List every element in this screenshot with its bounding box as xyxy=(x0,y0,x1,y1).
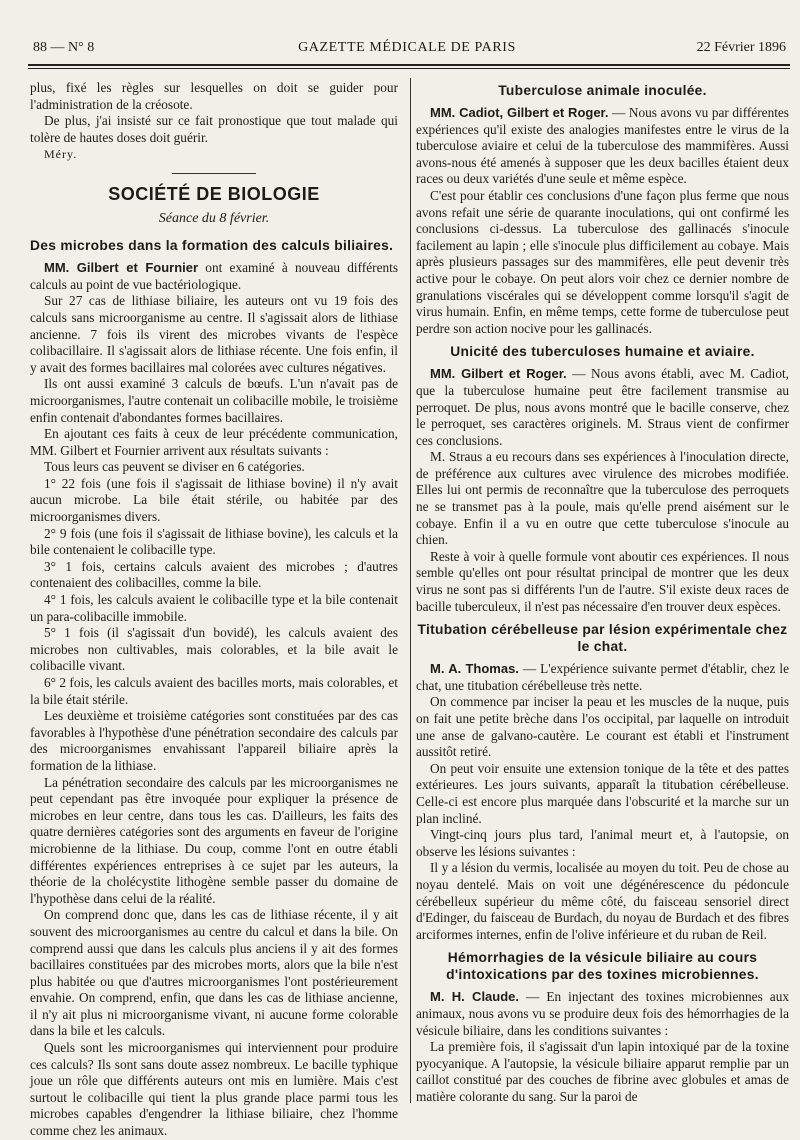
paragraph xyxy=(416,661,789,694)
paragraph: Tous leurs cas peuvent se diviser en 6 catégories. xyxy=(44,459,305,475)
header-rule-thin xyxy=(28,68,790,69)
session-date: Séance du 8 février. xyxy=(158,210,270,226)
paragraph xyxy=(416,989,789,1039)
author-names: M. H. Claude. xyxy=(430,989,520,1005)
page-header xyxy=(28,38,786,60)
paragraph: Ils ont aussi examiné 3 calculs de bœufs. L'un n'avait pas de microorganismes, l'autre contenait un colibacille mobile, le troisième enfin contenait d'abondantes formes bacillaires. xyxy=(30,376,398,425)
paragraph-text: — Nous avons vu par différentes expériences qu'il existe des analogies manifestes entre le virus de la tuberculose aviaire et celui de la tuberculose des mammifères. Aussi avons-nous été amenés à supposer que les deux bacilles étaient deux races ou deux variétés d'une seule et même espèce. xyxy=(416,105,789,187)
category-item: 3° 1 fois, certains calculs avaient des microbes ; d'autres contenaient des colibacilles, comme la bile. xyxy=(30,558,398,591)
page-number: 88 — N° 8 xyxy=(33,40,95,55)
paragraph: On peut voir ensuite une extension tonique de la tête et des pattes extérieures. Les jours suivants, apparaît la titubation cérébelleuse. Celle-ci est encore plus marquée dans l'obscurité et la marche sur un plan incliné. xyxy=(416,760,789,826)
paragraph: M. Straus a eu recours dans ses expériences à l'inoculation directe, de préférence aux cultures avec virulence des microbes modifiée. Elles lui ont permis de reconnaître que la tuberculose des perroquets ne se transmet pas à la poule, mais qu'elle prend aisément sur le cobaye. Enfin il a vu en outre que cette tuberculose s'inocule au chien. xyxy=(416,449,789,548)
paragraph: Il y a lésion du vermis, localisée au moyen du toit. Peu de chose au noyau dentelé. Mais on voit une dégénérescence du pédoncule cérébelleux supérieur du même côté, du faisceau sensoriel direct d'Edinger, du faisceau de Burdach, du noyau de Burdach et des fibres arciformes internes, enfin de l'olive inférieure et du ruban de Reil. xyxy=(416,860,789,942)
paragraph-text: — L'expérience suivante permet d'établir, chez le chat, une titubation cérébelleuse très nette. xyxy=(416,661,790,693)
paragraph: On comprend donc que, dans les cas de lithiase récente, il y ait souvent des microorganismes au centre du calcul et dans la bile. On comprend aussi que dans les calculs plus anciens il y ait des formes bacillaires constituées par des microbes morts, alors que la bile n'est plus habitée ou que d'autres microorganismes l'ont postérieurement envahie. On comprend, enfin, que dans les cas de lithiase ancienne, il n'y ait plus ni microorganisme vivant, ni aucune forme colorable dans la bile et les calculs. xyxy=(30,907,398,1039)
paragraph: La première fois, il s'agissait d'un lapin intoxiqué par de la toxine pyocyanique. A l'autopsie, la vésicule biliaire apparut remplie par un caillot constitué par des couches de fibrine avec globules et amas de matière colorante du sang. Sur la paroi de xyxy=(416,1039,789,1104)
issue-date: 22 Février 1896 xyxy=(696,40,786,55)
article-title: Tuberculose animale inoculée. xyxy=(498,83,707,98)
column-separator xyxy=(410,78,411,1103)
journal-title: GAZETTE MÉDICALE DE PARIS xyxy=(298,40,516,55)
category-item: 4° 1 fois, les calculs avaient le colibacille type et la bile contenait un para-colibacille immobile. xyxy=(30,592,398,624)
paragraph: Quels sont les microorganismes qui interviennent pour produire ces calculs? Ils sont sans doute assez nombreux. Le bacille typhique joue un rôle que différents auteurs ont mis en lumière. Mais c'est surtout le colibacille qui tient la plus grande place parmi tous les microbes capables d'engendrer la lithiase biliaire, chez l'homme comme chez les animaux. xyxy=(30,1040,398,1139)
paragraph: Sur 27 cas de lithiase biliaire, les auteurs ont vu 19 fois des calculs sans microorganisme au centre. Il s'agissait alors de lithiase ancienne. 7 fois ils virent des microbes vivants de l'espèce colibacillaire. Il s'agissait alors de lithiase récente. Une fois enfin, il y avait des formes bacillaires mal colorées avec cultures négatives. xyxy=(30,293,398,375)
category-item: 5° 1 fois (il s'agissait d'un bovidé), les calculs avaient des microbes non cultivables, mais colorables, et la bile avait le colibacille vivant. xyxy=(30,625,398,674)
section-divider xyxy=(172,173,256,174)
paragraph xyxy=(30,260,398,293)
author-names: M. A. Thomas. xyxy=(430,661,519,677)
category-item: 1° 22 fois (une fois il s'agissait de lithiase bovine) il n'y avait aucun microbe. La bile était stérile, ou habitée par des microorganismes divers. xyxy=(30,475,398,525)
article-title: Des microbes dans la formation des calculs biliaires. xyxy=(30,238,394,254)
header-rule-thick xyxy=(28,64,790,66)
article-title: Titubation cérébelleuse par lésion expérimentale chez le chat. xyxy=(417,622,788,655)
signature: Méry. xyxy=(44,147,78,162)
paragraph: De plus, j'ai insisté sur ce fait pronostique que tout malade qui tolère de hautes doses doit guérir. xyxy=(30,113,398,145)
paragraph-text: ont examiné à nouveau différents calculs au point de vue bactériologique. xyxy=(30,260,398,292)
paragraph: plus, fixé les règles sur lesquelles on doit se guider pour l'administration de la créosote. xyxy=(30,80,398,112)
article-title: Unicité des tuberculoses humaine et aviaire. xyxy=(450,344,755,360)
author-names: MM. Gilbert et Fournier xyxy=(44,260,199,276)
paragraph: En ajoutant ces faits à ceux de leur précédente communication, MM. Gilbert et Fournier arrivent aux résultats suivants : xyxy=(30,426,398,458)
author-names: MM. Gilbert et Roger. xyxy=(430,366,567,382)
paragraph: On commence par inciser la peau et les muscles de la nuque, puis on fait une petite brèche dans l'os occipital, par laquelle on introduit une anse de galvano-cautère. Le courant est établi et l'instrument aussitôt retiré. xyxy=(416,694,789,760)
paragraph xyxy=(416,366,789,449)
paragraph: Vingt-cinq jours plus tard, l'animal meurt et, à l'autopsie, on observe les lésions suivantes : xyxy=(416,827,789,859)
society-title: SOCIÉTÉ DE BIOLOGIE xyxy=(108,183,320,204)
left-column xyxy=(30,80,398,1140)
paragraph-text: — En injectant des toxines microbiennes aux animaux, nous avons vu se produire deux fois des hémorrhagies de la vésicule biliaire, dans les conditions suivantes : xyxy=(416,989,789,1038)
paragraph xyxy=(416,105,789,188)
paragraph: Reste à voir à quelle formule vont aboutir ces expériences. Il nous semble qu'elles ont pour résultat principal de montrer que les deux virus ne sont pas si différents l'un de l'autre. S'il existe deux races de bacille tuberculeux, il n'est pas nécessaire d'en trouver deux espèces. xyxy=(416,548,789,614)
author-names: MM. Cadiot, Gilbert et Roger. xyxy=(430,105,609,120)
right-column xyxy=(416,80,789,1105)
paragraph: C'est pour établir ces conclusions d'une façon plus ferme que nous avons refait une série de quarante inoculations, qui ont confirmé les conclusions ci-dessus. La tuberculose des gallinacés s'inocule facilement au lapin ; elle s'inocule plus difficilement au cobaye. Mais après plusieurs passages sur des mammifères, elle peut devenir très active pour le cobaye. On peut alors voir chez ce dernier nombre de granulations viscérales qui se développent comme lorsqu'il s'agit de virus humain. Enfin, en même temps, cette forme de tuberculose peut perdre son action nocive pour les gallinacés. xyxy=(416,187,789,336)
paragraph-text: — Nous avons établi, avec M. Cadiot, que la tuberculose humaine peut être facilement transmise au perroquet. De plus, nous avons montré que le bacille conserve, chez le perroquet, ses caractères originels. M. Straus vient de confirmer ces conclusions. xyxy=(416,366,789,448)
category-item: 2° 9 fois (une fois il s'agissait de lithiase bovine), les calculs et la bile contenaient le colibacille type. xyxy=(30,525,398,558)
article-title: Hémorrhagies de la vésicule biliaire au cours d'intoxications par des toxines microbiennes. xyxy=(446,950,759,983)
paragraph: La pénétration secondaire des calculs par les microorganismes ne peut cependant pas être invoquée pour expliquer la présence de microbes en leur centre, dans tous les cas. D'ailleurs, les faits des quatre dernières catégories sont des arguments en faveur de l'origine microbienne de la lithiase. Du coup, comme l'ont en outre établi différentes expériences entreprises à ce sujet par les auteurs, la théorie de la cholécystite lithogène semble passer du domaine de l'hypothèse dans celui de la réalité. xyxy=(30,774,398,906)
category-item: 6° 2 fois, les calculs avaient des bacilles morts, mais colorables, et la bile était stérile. xyxy=(30,675,398,707)
paragraph: Les deuxième et troisième catégories sont constituées par des cas favorables à l'hypothèse d'une pénétration secondaire des calculs par des microorganismes envahissant l'appareil biliaire après la formation de la lithiase. xyxy=(30,708,398,773)
